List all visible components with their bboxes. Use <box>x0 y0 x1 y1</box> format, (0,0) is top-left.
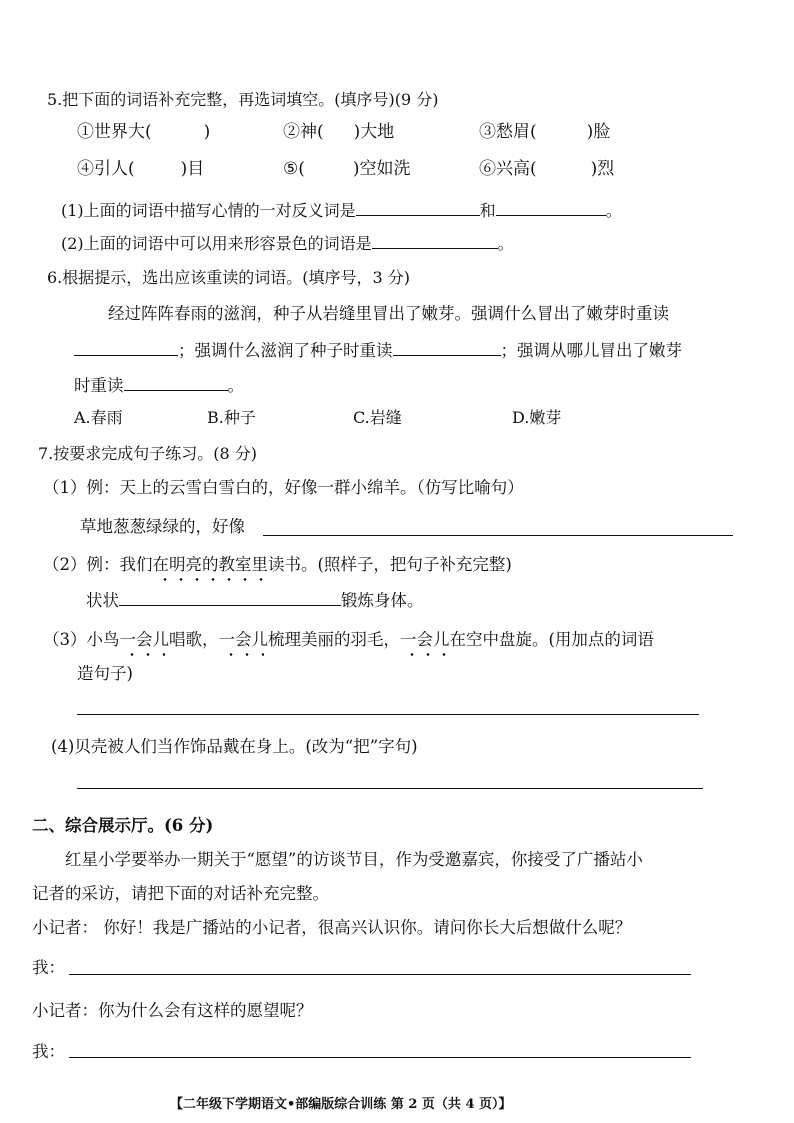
dialogue-reporter-1: 小记者： 你好！我是广播站的小记者，很高兴认识你。请问你长大后想做什么呢？ <box>32 918 632 937</box>
q7-s1-line: 草地葱葱绿绿的，好像 <box>80 517 245 536</box>
dialogue-me-1-label: 我： <box>32 958 65 977</box>
q6-option-b: B.种子 <box>207 408 256 427</box>
q5-row1-item3: ③愁眉( )脸 <box>479 122 611 142</box>
dotted-word: 一会儿 <box>218 630 268 649</box>
answer-blank[interactable] <box>496 200 606 216</box>
q6-option-d: D.嫩芽 <box>512 408 562 427</box>
dotted-word: 一会儿 <box>119 630 169 649</box>
dialogue-me-2-label: 我： <box>32 1042 65 1061</box>
answer-line[interactable] <box>77 788 703 789</box>
answer-line[interactable] <box>69 1057 691 1058</box>
dotted-phrase: 在明亮的教室里 <box>152 555 268 574</box>
section2-paragraph-line2: 记者的采访，请把下面的对话补充完整。 <box>32 884 329 903</box>
dialogue-reporter-2: 小记者：你为什么会有这样的愿望呢？ <box>32 1001 313 1020</box>
q7-title: 7.按要求完成句子练习。(8 分) <box>38 444 258 463</box>
q7-s2: （2）例：我们在明亮的教室里读书。(照样子，把句子补充完整) <box>43 555 512 574</box>
section2-paragraph-line1: 红星小学要举办一期关于“愿望”的访谈节目，作为受邀嘉宾，你接受了广播站小 <box>65 850 643 869</box>
answer-line[interactable] <box>77 714 699 715</box>
answer-blank[interactable] <box>356 200 480 216</box>
page-footer: 【二年级下学期语文•部编版综合训练 第 2 页（共 4 页）】 <box>170 1097 512 1112</box>
q7-s3: （3）小鸟一会儿唱歌，一会儿梳理美丽的羽毛，一会儿在空中盘旋。(用加点的词语 <box>43 630 654 649</box>
dotted-word: 一会儿 <box>400 630 450 649</box>
section2-title: 二、综合展示厅。(6 分) <box>32 816 214 835</box>
answer-blank[interactable] <box>124 375 228 391</box>
q6-option-a: A.春雨 <box>74 408 123 427</box>
q5-row1-item1: ①世界大( ) <box>77 122 211 142</box>
q5-sub1: (1)上面的词语中描写心情的一对反义词是 和 。 <box>61 201 622 220</box>
answer-blank[interactable] <box>372 233 498 249</box>
q6-paragraph-line1: 经过阵阵春雨的滋润，种子从岩缝里冒出了嫩芽。强调什么冒出了嫩芽时重读 <box>108 304 669 323</box>
answer-blank[interactable] <box>393 340 501 356</box>
answer-blank[interactable] <box>119 590 341 606</box>
q6-title: 6.根据提示，选出应该重读的词语。(填序号，3 分) <box>47 268 411 287</box>
q5-sub2: (2)上面的词语中可以用来形容景色的词语是 。 <box>61 234 514 253</box>
q7-s3-line2: 造句子) <box>77 664 133 683</box>
q7-s1: （1）例：天上的云雪白雪白的，好像一群小绵羊。（仿写比喻句） <box>43 478 524 497</box>
answer-line[interactable] <box>69 974 691 975</box>
q7-s2-line: 状状 锻炼身体。 <box>86 591 424 610</box>
answer-blank[interactable] <box>74 340 178 356</box>
q6-paragraph-line2: ；强调什么滋润了种子时重读 ；强调从哪儿冒出了嫩芽 <box>74 340 682 361</box>
q5-row2-item3: ⑥兴高( )烈 <box>479 159 615 179</box>
q5-row1-item2: ②神( )大地 <box>283 122 395 142</box>
q5-row2-item1: ④引人( )目 <box>77 159 205 179</box>
q7-s4: (4)贝壳被人们当作饰品戴在身上。(改为“把”字句) <box>51 737 418 756</box>
answer-line[interactable] <box>263 535 733 536</box>
q5-row2-item2: ⑤( )空如洗 <box>283 159 411 179</box>
q6-paragraph-line3: 时重读 。 <box>74 376 244 395</box>
q5-title: 5.把下面的词语补充完整，再选词填空。(填序号)(9 分) <box>47 90 439 109</box>
q6-option-c: C.岩缝 <box>353 408 402 427</box>
